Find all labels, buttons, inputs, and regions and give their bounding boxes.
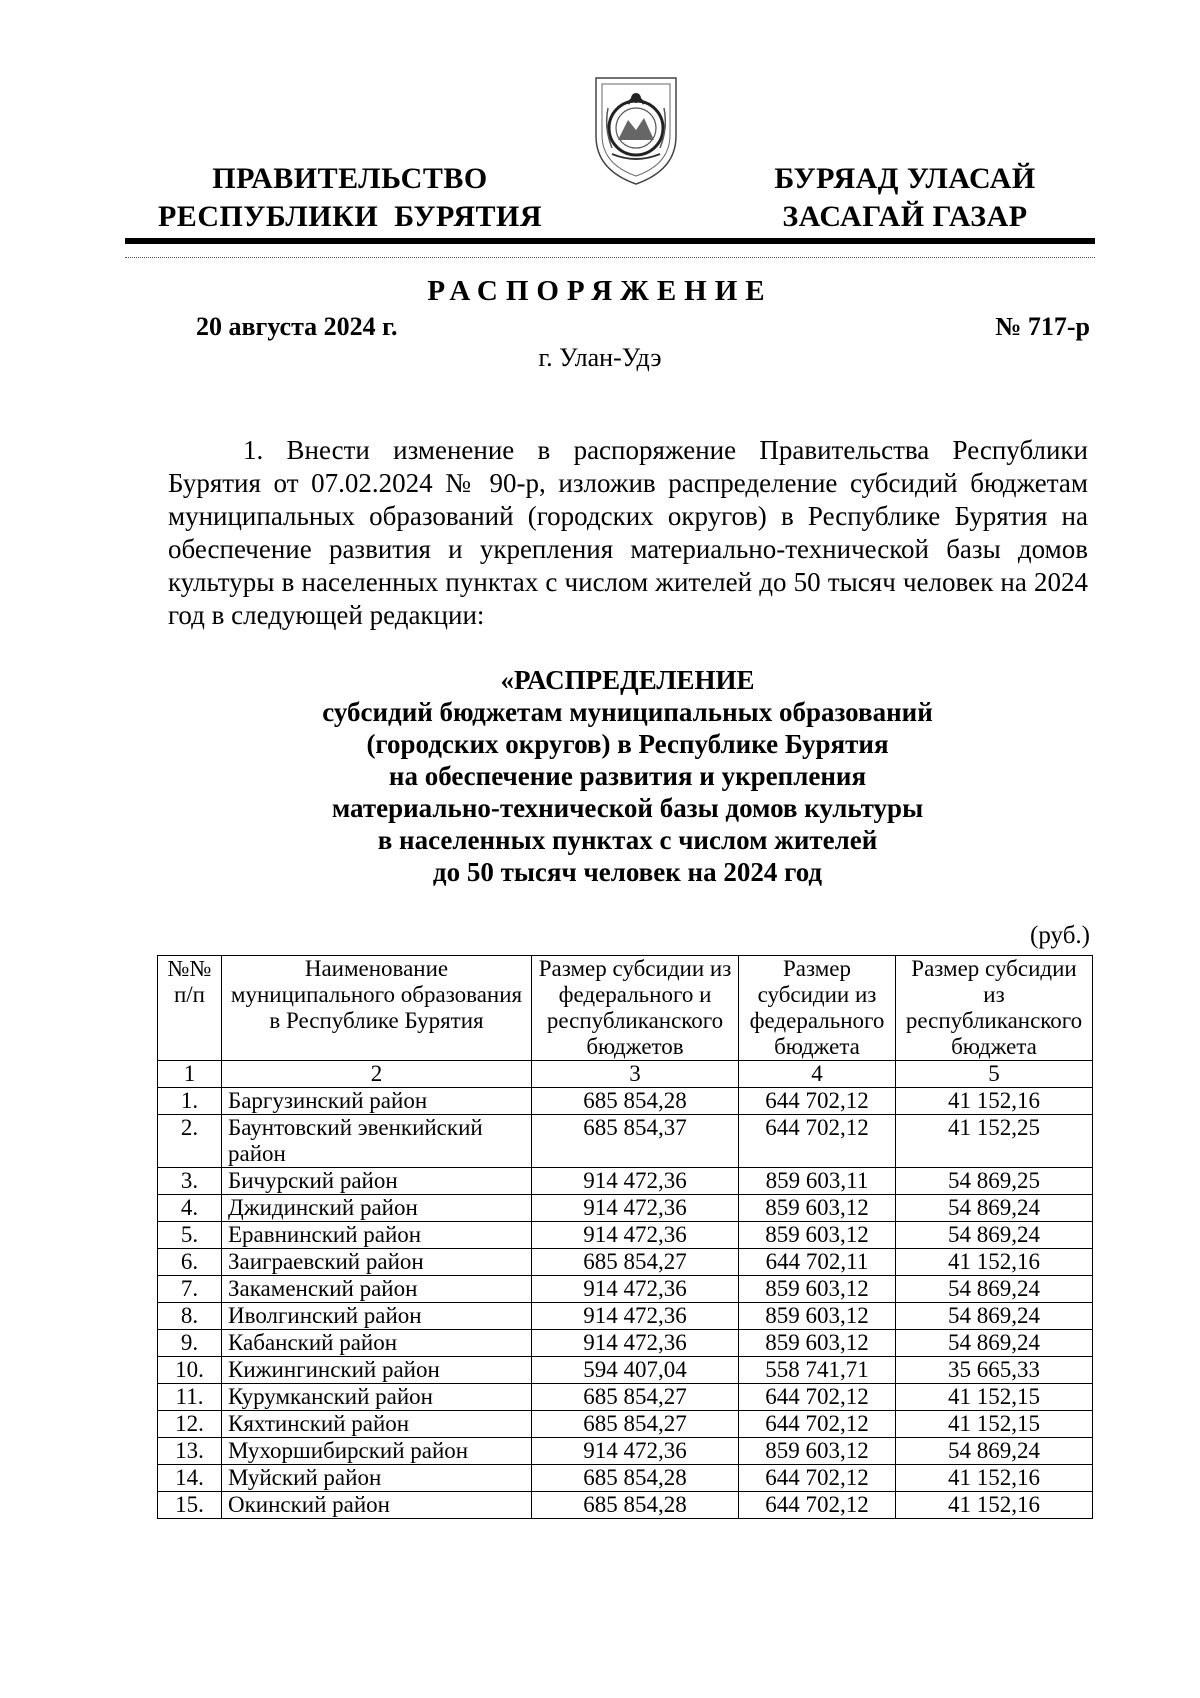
subsidy-federal: 859 603,11 — [739, 1168, 896, 1195]
column-header: Размер субсидии из республиканского бюджета — [896, 956, 1093, 1061]
subsidy-republican: 54 869,24 — [896, 1303, 1093, 1330]
subsidy-republican: 54 869,24 — [896, 1276, 1093, 1303]
subsidy-federal: 644 702,12 — [739, 1384, 896, 1411]
column-number: 5 — [896, 1061, 1093, 1088]
subsidy-total: 914 472,36 — [532, 1168, 739, 1195]
table-row — [158, 1195, 1093, 1222]
district-name: Баунтовский эвенкийский район — [222, 1115, 532, 1168]
subsidy-total: 914 472,36 — [532, 1438, 739, 1465]
column-number: 2 — [222, 1061, 532, 1088]
table-row — [158, 1276, 1093, 1303]
header-right-line: БУРЯАД УЛАСАЙ — [774, 162, 1036, 195]
document-date: 20 августа 2024 г. — [196, 312, 398, 341]
district-name: Муйский район — [222, 1465, 532, 1492]
table-row — [158, 1168, 1093, 1195]
district-name: Курумканский район — [222, 1384, 532, 1411]
subsidy-republican: 54 869,24 — [896, 1222, 1093, 1249]
subsidy-republican: 41 152,16 — [896, 1088, 1093, 1115]
column-header: Размер субсидии из федерального бюджета — [739, 956, 896, 1061]
column-header: Размер субсидии из федерального и республиканского бюджетов — [532, 956, 739, 1061]
subsidy-republican: 54 869,24 — [896, 1330, 1093, 1357]
row-number: 7. — [158, 1276, 222, 1303]
body-paragraph: 1. Внести изменение в распоряжение Правительства Республики Бурятия от 07.02.2024 № 90-р, изложив распределение субсидий бюджетам муниципальных образований (городских округов) в Республике Бурятия на обеспечение развития и укрепления материально-технической базы домов культуры в населенных пунктах с числом жителей до 50 тысяч человек на 2024 год в следующей редакции: — [168, 435, 1088, 630]
distribution-title — [160, 664, 1095, 888]
row-number: 8. — [158, 1303, 222, 1330]
row-number: 15. — [158, 1492, 222, 1519]
subsidy-federal: 644 702,12 — [739, 1088, 896, 1115]
row-number: 4. — [158, 1195, 222, 1222]
column-number: 3 — [532, 1061, 739, 1088]
row-number: 11. — [158, 1384, 222, 1411]
table-row — [158, 1088, 1093, 1115]
row-number: 6. — [158, 1249, 222, 1276]
column-header: Наименование муниципального образования в Республике Бурятия — [222, 956, 532, 1061]
subsidy-total: 685 854,27 — [532, 1249, 739, 1276]
district-name: Еравнинский район — [222, 1222, 532, 1249]
district-name: Джидинский район — [222, 1195, 532, 1222]
row-number: 3. — [158, 1168, 222, 1195]
subsidy-federal: 859 603,12 — [739, 1222, 896, 1249]
government-name-russian — [150, 160, 550, 236]
row-number: 10. — [158, 1357, 222, 1384]
district-name: Мухоршибирский район — [222, 1438, 532, 1465]
subsidy-total: 914 472,36 — [532, 1195, 739, 1222]
document-type: РАСПОРЯЖЕНИЕ — [427, 275, 773, 307]
table-header-row — [158, 956, 1093, 1061]
subsidy-republican: 35 665,33 — [896, 1357, 1093, 1384]
subsidy-republican: 41 152,15 — [896, 1384, 1093, 1411]
row-number: 9. — [158, 1330, 222, 1357]
subsidy-table — [157, 955, 1093, 1519]
district-name: Окинский район — [222, 1492, 532, 1519]
subsidy-republican: 54 869,24 — [896, 1438, 1093, 1465]
subsidy-republican: 54 869,24 — [896, 1195, 1093, 1222]
district-name: Кяхтинский район — [222, 1411, 532, 1438]
table-row — [158, 1222, 1093, 1249]
subsidy-total: 685 854,37 — [532, 1115, 739, 1168]
subsidy-republican: 41 152,16 — [896, 1465, 1093, 1492]
currency-unit: (руб.) — [1030, 922, 1090, 949]
subsidy-federal: 644 702,12 — [739, 1411, 896, 1438]
district-name: Бичурский район — [222, 1168, 532, 1195]
table-row — [158, 1492, 1093, 1519]
subsidy-federal: 558 741,71 — [739, 1357, 896, 1384]
subsidy-republican: 41 152,25 — [896, 1115, 1093, 1168]
district-name: Кижингинский район — [222, 1357, 532, 1384]
government-name-buryat — [760, 160, 1050, 236]
column-number-row — [158, 1061, 1093, 1088]
table-row — [158, 1357, 1093, 1384]
subsidy-total: 914 472,36 — [532, 1222, 739, 1249]
subsidy-federal: 644 702,11 — [739, 1249, 896, 1276]
subsidy-federal: 859 603,12 — [739, 1438, 896, 1465]
subsidy-total: 685 854,28 — [532, 1492, 739, 1519]
header-left-line: ПРАВИТЕЛЬСТВО — [212, 162, 488, 195]
header-divider-thick — [125, 238, 1095, 244]
subsidy-total: 685 854,28 — [532, 1088, 739, 1115]
subsidy-republican: 41 152,16 — [896, 1492, 1093, 1519]
subsidy-federal: 859 603,12 — [739, 1276, 896, 1303]
column-number: 4 — [739, 1061, 896, 1088]
table-row — [158, 1438, 1093, 1465]
district-name: Кабанский район — [222, 1330, 532, 1357]
district-name: Иволгинский район — [222, 1303, 532, 1330]
subsidy-total: 685 854,27 — [532, 1384, 739, 1411]
header-left-line: РЕСПУБЛИКИ БУРЯТИЯ — [157, 200, 543, 233]
subsidy-republican: 41 152,15 — [896, 1411, 1093, 1438]
subsidy-federal: 644 702,12 — [739, 1465, 896, 1492]
subsidy-total: 685 854,27 — [532, 1411, 739, 1438]
subsidy-federal: 644 702,12 — [739, 1115, 896, 1168]
distribution-title-line: материально-технической базы домов культуры — [331, 793, 924, 823]
row-number: 2. — [158, 1115, 222, 1168]
subsidy-federal: 859 603,12 — [739, 1303, 896, 1330]
district-name: Закаменский район — [222, 1276, 532, 1303]
column-number: 1 — [158, 1061, 222, 1088]
distribution-title-line: субсидий бюджетам муниципальных образований — [322, 697, 933, 727]
table-row — [158, 1465, 1093, 1492]
header-divider-thin — [125, 257, 1095, 258]
subsidy-total: 914 472,36 — [532, 1303, 739, 1330]
subsidy-total: 685 854,28 — [532, 1465, 739, 1492]
header-right-line: ЗАСАГАЙ ГАЗАР — [782, 200, 1028, 233]
document-city: г. Улан-Удэ — [538, 343, 662, 372]
subsidy-republican: 41 152,16 — [896, 1249, 1093, 1276]
district-name: Баргузинский район — [222, 1088, 532, 1115]
subsidy-federal: 644 702,12 — [739, 1492, 896, 1519]
district-name: Заиграевский район — [222, 1249, 532, 1276]
table-row — [158, 1411, 1093, 1438]
subsidy-total: 594 407,04 — [532, 1357, 739, 1384]
row-number: 1. — [158, 1088, 222, 1115]
distribution-title-line: на обеспечение развития и укрепления — [388, 761, 867, 791]
row-number: 5. — [158, 1222, 222, 1249]
table-row — [158, 1115, 1093, 1168]
subsidy-federal: 859 603,12 — [739, 1330, 896, 1357]
row-number: 12. — [158, 1411, 222, 1438]
subsidy-total: 914 472,36 — [532, 1330, 739, 1357]
table-row — [158, 1249, 1093, 1276]
document-number: № 717-р — [995, 312, 1090, 341]
distribution-title-line: (городских округов) в Республике Бурятия — [366, 729, 889, 759]
row-number: 14. — [158, 1465, 222, 1492]
table-row — [158, 1384, 1093, 1411]
coat-of-arms-icon — [588, 58, 684, 188]
distribution-title-line: до 50 тысяч человек на 2024 год — [432, 857, 823, 887]
table-row — [158, 1330, 1093, 1357]
distribution-title-line: в населенных пунктах с числом жителей — [377, 825, 878, 855]
subsidy-total: 914 472,36 — [532, 1276, 739, 1303]
subsidy-republican: 54 869,25 — [896, 1168, 1093, 1195]
column-header: №№ п/п — [158, 956, 222, 1061]
subsidy-federal: 859 603,12 — [739, 1195, 896, 1222]
table-row — [158, 1303, 1093, 1330]
distribution-title-line: «РАСПРЕДЕЛЕНИЕ — [500, 665, 755, 695]
row-number: 13. — [158, 1438, 222, 1465]
